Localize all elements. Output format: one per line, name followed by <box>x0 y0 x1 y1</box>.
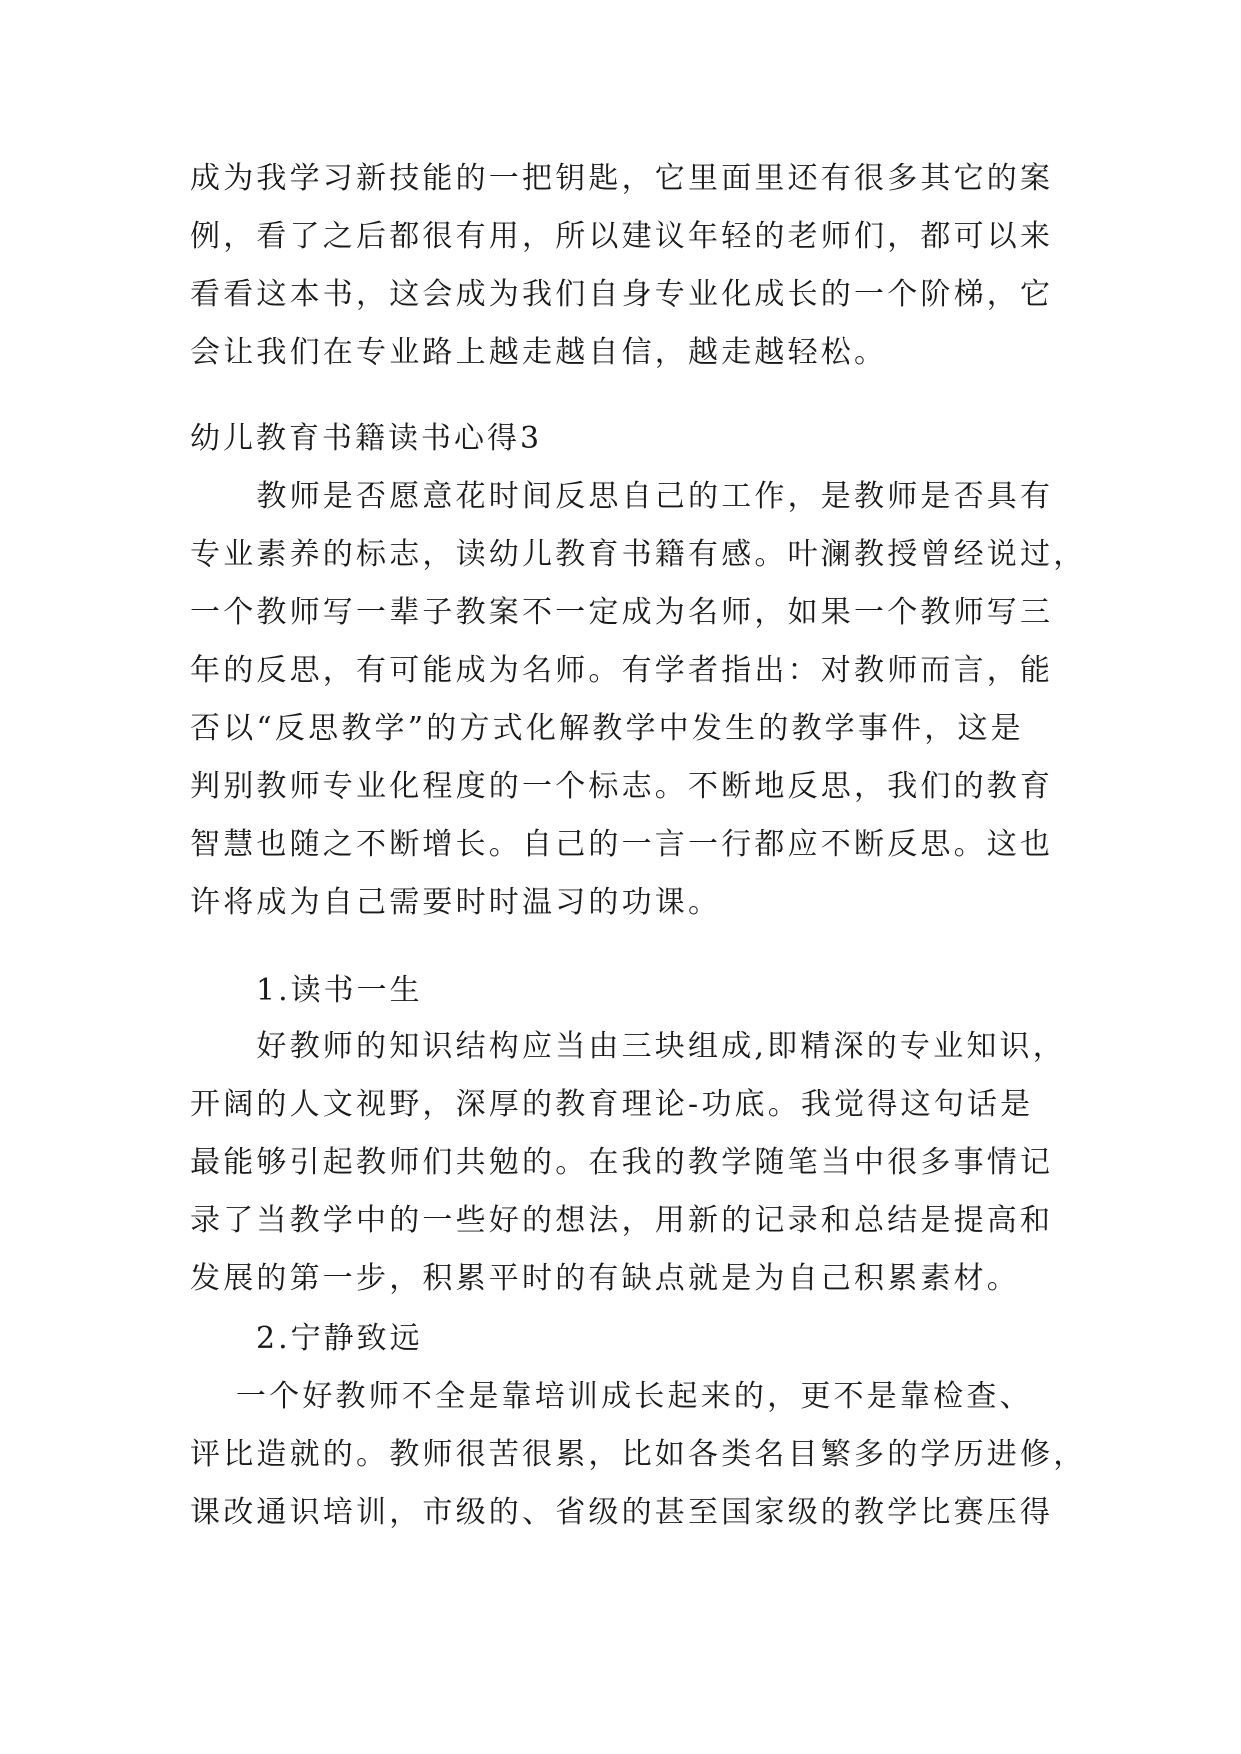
text-line: 课改通识培训，市级的、省级的甚至国家级的教学比赛压得 <box>190 1495 1054 1530</box>
text-line: 教师是否愿意花时间反思自己的工作，是教师是否具有 <box>190 479 1054 514</box>
text-line: 许将成为自己需要时时温习的功课。 <box>190 885 722 920</box>
paragraph-continued <box>190 150 1070 382</box>
text-line: 专业素养的标志，读幼儿教育书籍有感。叶澜教授曾经说过， <box>190 537 1087 572</box>
text-line: 看看这本书，这会成为我们自身专业化成长的一个阶梯，它 <box>190 277 1054 312</box>
text-line: 成为我学习新技能的一把钥匙，它里面里还有很多其它的案 <box>190 161 1054 196</box>
text-line: 智慧也随之不断增长。自己的一言一行都应不断反思。这也 <box>190 827 1054 862</box>
text-line: 判别教师专业化程度的一个标志。不断地反思，我们的教育 <box>190 769 1054 804</box>
paragraph-tranquility <box>190 1368 1087 1542</box>
paragraph-intro <box>190 468 1087 932</box>
text-line: 否以“反思教学”的方式化解教学中发生的教学事件，这是 <box>190 711 1024 746</box>
text-line: 发展的第一步，积累平时的有缺点就是为自己积累素材。 <box>190 1261 1020 1296</box>
section-heading: 幼儿教育书籍读书心得3 <box>190 421 543 456</box>
text-line: 会让我们在专业路上越走越自信，越走越轻松。 <box>190 335 888 370</box>
text-line: 例，看了之后都很有用，所以建议年轻的老师们，都可以来 <box>190 219 1054 254</box>
text-line: 一个教师写一辈子教案不一定成为名师，如果一个教师写三 <box>190 595 1054 630</box>
text-line: 一个好教师不全是靠培训成长起来的，更不是靠检查、 <box>190 1379 1033 1414</box>
text-line: 好教师的知识结构应当由三块组成,即精深的专业知识， <box>190 1029 1066 1064</box>
text-line: 最能够引起教师们共勉的。在我的教学随笔当中很多事情记 <box>190 1145 1054 1180</box>
text-line: 开阔的人文视野，深厚的教育理论-功底。我觉得这句话是 <box>190 1087 1034 1122</box>
text-line: 录了当教学中的一些好的想法，用新的记录和总结是提高和 <box>190 1203 1054 1238</box>
paragraph-reading <box>190 1018 1070 1308</box>
subheading-tranquility: 2.宁静致远 <box>190 1321 423 1356</box>
text-line: 评比造就的。教师很苦很累，比如各类名目繁多的学历进修， <box>190 1437 1087 1472</box>
text-line: 年的反思，有可能成为名师。有学者指出：对教师而言，能 <box>190 653 1054 688</box>
subheading-reading: 1.读书一生 <box>190 973 423 1008</box>
